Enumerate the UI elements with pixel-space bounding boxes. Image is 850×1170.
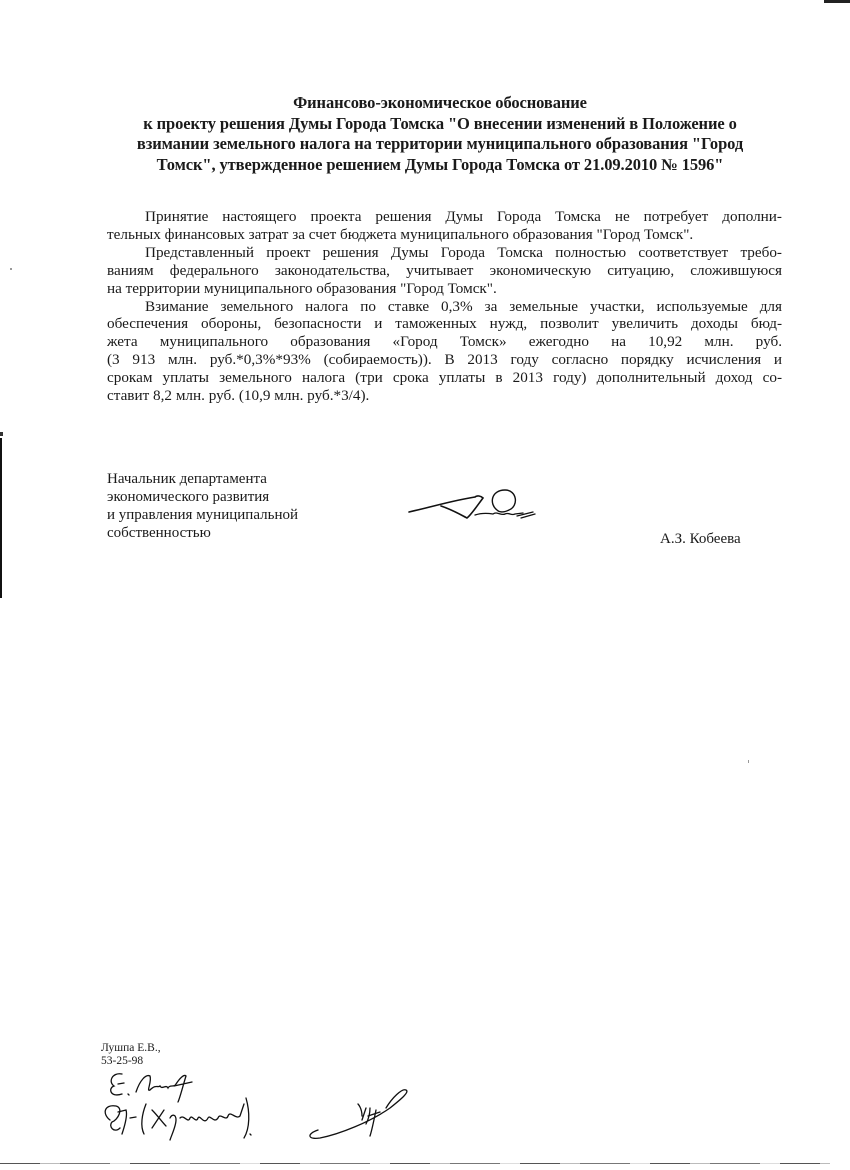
document-title	[110, 93, 770, 175]
text-line: Представленный проект решения Думы Города Томска полностью соответствует требо-	[145, 243, 782, 261]
signatory-position	[107, 470, 298, 542]
text-line: тельных финансовых затрат за счет бюджета муниципального образования "Город Томск".	[107, 225, 694, 243]
title-line: Томск", утвержденное решением Думы Города Томска от 21.09.2010 № 1596"	[156, 154, 724, 174]
executor-info	[101, 1042, 161, 1068]
scan-speck	[10, 268, 12, 270]
executor-phone: 53-25-98	[101, 1055, 144, 1067]
text-line: ставит 8,2 млн. руб. (10,9 млн. руб.*3/4).	[107, 387, 370, 405]
title-line: Финансово-экономическое обоснование	[293, 93, 587, 112]
scan-artifact-left-edge	[0, 438, 2, 598]
text-line: (3 913 млн. руб.*0,3%*93% (собираемость)). В 2013 году согласно порядку исчисления и	[107, 351, 782, 369]
text-line: на территории муниципального образования "Город Томск".	[107, 279, 497, 297]
paragraph-no-extra-costs	[107, 208, 782, 244]
text-line: Взимание земельного налога по ставке 0,3% за земельные участки, используемые для	[145, 297, 782, 315]
text-line: Принятие настоящего проекта решения Думы Города Томска не потребует дополни-	[145, 208, 782, 225]
text-line: обеспечения обороны, безопасности и таможенных нужд, позволит увеличить доходы бюд-	[107, 315, 782, 333]
position-line: экономического развития	[107, 489, 270, 505]
handwritten-notes-icon	[100, 1068, 420, 1158]
document-body	[107, 208, 782, 405]
position-line: Начальник департамента	[107, 471, 267, 487]
position-line: и управления муниципальной	[107, 507, 298, 523]
title-line: к проекту решения Думы Города Томска "О внесении изменений в Положение о	[143, 113, 737, 133]
signatory-name: А.З. Кобеева	[660, 531, 741, 547]
paragraph-legal-compliance	[107, 244, 782, 298]
title-line: взимании земельного налога на территории муниципального образования "Город	[136, 134, 744, 153]
paragraph-revenue-calculation	[107, 298, 782, 405]
text-line: ваниям федерального законодательства, учитывает экономическую ситуацию, сложившуюся	[107, 261, 782, 279]
scan-artifact-top	[824, 0, 850, 3]
handwritten-signature-icon	[405, 488, 540, 528]
scan-artifact-bottom-line	[0, 1163, 830, 1164]
executor-name: Лушпа Е.В.,	[101, 1042, 161, 1054]
position-line: собственностью	[107, 525, 211, 541]
scan-speck	[748, 760, 749, 763]
scan-artifact-left-tick	[0, 432, 3, 436]
text-line: срокам уплаты земельного налога (три срока уплаты в 2013 году) дополнительный доход со-	[107, 369, 782, 387]
text-line: жета муниципального образования «Город Томск» ежегодно на 10,92 млн. руб.	[107, 333, 782, 351]
